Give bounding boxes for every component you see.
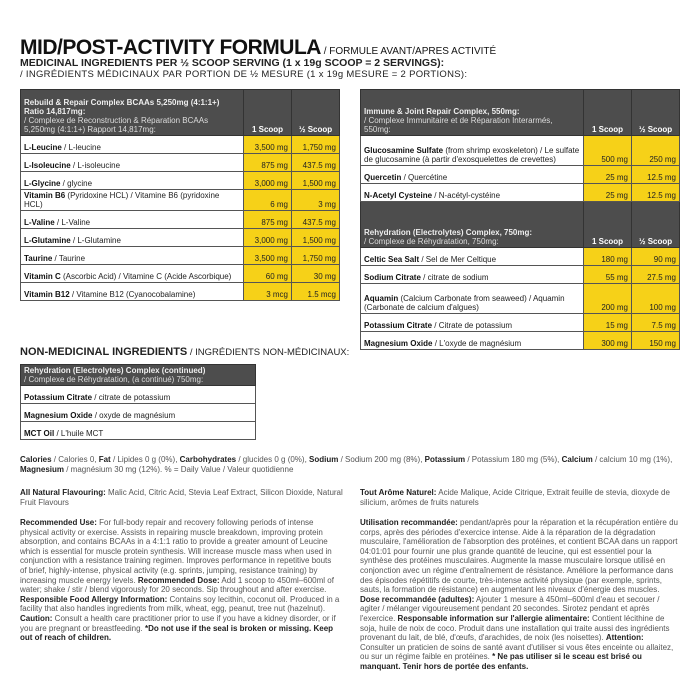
text: / Sodium 200 mg (8%), <box>338 455 425 464</box>
ingredient-row <box>21 283 340 301</box>
ingredient-name-en: L-Valine <box>24 218 55 227</box>
amount-half-scoop: 7.5 mg <box>632 314 680 332</box>
col-1-scoop: 1 Scoop <box>244 90 292 136</box>
ingredient-name <box>21 247 244 265</box>
non-medicinal-table <box>20 364 256 440</box>
amount-1-scoop: 55 mg <box>584 266 632 284</box>
ingredient-row <box>21 211 340 229</box>
text: Consult a health care practitioner prior to use if you have a kidney disorder, or if you are pregnant or breastfeeding. <box>20 613 336 633</box>
nutrition-facts <box>20 455 680 474</box>
amount-1-scoop: 3,000 mg <box>244 172 292 190</box>
text: / Potassium 180 mg (5%), <box>465 455 562 464</box>
group-title-en: Immune & Joint Repair Complex, 550mg: <box>364 107 520 116</box>
bold-label: Fat <box>98 455 111 464</box>
ingredient-name <box>21 190 244 211</box>
amount-half-scoop: 250 mg <box>632 136 680 166</box>
ingredient-name-en: Glucosamine Sulfate <box>364 146 444 155</box>
ingredient-name <box>21 211 244 229</box>
text: Contains soy lecithin, coconut oil. Produced in a facility that also handles ingredients from milk, wheat, egg, peanut, tree nut (hazelnut). <box>20 594 340 614</box>
directions-en <box>20 518 340 643</box>
ingredient-name <box>21 283 244 301</box>
amount-1-scoop: 25 mg <box>584 166 632 184</box>
ingredient-row <box>361 266 680 284</box>
text: Consulter un praticien de soins de santé avant d'utiliser si vous êtes enceinte ou allaitez, ou sur un régime faible en protéines. <box>360 642 674 662</box>
ingredient-name-fr: / L-leucine <box>61 143 101 152</box>
ingredient-name <box>21 154 244 172</box>
group-title <box>361 90 584 136</box>
bold-label: Magnesium <box>20 464 65 474</box>
ingredient-name-en: Aquamin <box>364 294 399 303</box>
bold-label: Attention: <box>605 633 644 643</box>
ingredient-name <box>21 136 244 154</box>
ingredient-row <box>21 247 340 265</box>
ingredient-row <box>361 314 680 332</box>
ingredient-name-fr: / glycine <box>60 179 93 188</box>
ingredient-name <box>21 386 256 404</box>
amount-1-scoop: 60 mg <box>244 265 292 283</box>
ingredient-name <box>21 422 256 440</box>
col-1-scoop: 1 Scoop <box>584 202 632 248</box>
amount-half-scoop: 30 mg <box>292 265 340 283</box>
ingredient-name-fr: / Sel de Mer Celtique <box>419 255 497 264</box>
ingredient-name <box>361 314 584 332</box>
ingredient-name-fr: / L'oxyde de magnésium <box>432 339 522 348</box>
ingredient-name-en: Potassium Citrate <box>24 393 93 402</box>
ingredient-row <box>361 248 680 266</box>
ingredient-name <box>21 265 244 283</box>
ingredient-row <box>361 136 680 166</box>
amount-half-scoop: 1.5 mcg <box>292 283 340 301</box>
amount-1-scoop: 500 mg <box>584 136 632 166</box>
group-title <box>361 202 584 248</box>
bold-label: Recommended Dose: <box>137 575 220 585</box>
amount-half-scoop: 100 mg <box>632 284 680 314</box>
page-title: MID/POST-ACTIVITY FORMULA / FORMULE AVANT/APRES ACTIVITÉ <box>20 36 497 59</box>
amount-half-scoop: 1,500 mg <box>292 229 340 247</box>
group-title-en: Rebuild & Repair Complex BCAAs 5,250mg (4:1:1+) Ratio 14,817mg: <box>24 98 220 116</box>
ingredient-name <box>21 172 244 190</box>
ingredient-name <box>361 248 584 266</box>
ingredient-row <box>21 154 340 172</box>
ingredient-name <box>361 284 584 314</box>
medicinal-table-right <box>360 89 680 350</box>
ingredient-name-fr: / L-Glutamine <box>70 236 121 245</box>
text: / Calories 0, <box>51 455 99 464</box>
table-header-row <box>21 365 256 386</box>
ingredient-name-en: L-Glycine <box>24 179 61 188</box>
amount-1-scoop: 200 mg <box>584 284 632 314</box>
amount-1-scoop: 3,500 mg <box>244 247 292 265</box>
medicinal-table-left <box>20 89 340 301</box>
directions-fr <box>360 518 680 672</box>
ingredient-name-en: Magnesium Oxide <box>364 339 433 348</box>
group-title-fr: / Complexe de Réhydratation, (a continué) 750mg: <box>24 375 204 384</box>
amount-half-scoop: 437.5 mg <box>292 211 340 229</box>
text: / magnésium 30 mg (12%). % = Daily Value / Valeur quotidienne <box>64 464 294 474</box>
col-half-scoop: ½ Scoop <box>292 90 340 136</box>
ingredient-name-fr: / citrate de sodium <box>420 273 489 282</box>
group-title <box>21 90 244 136</box>
bold-label: Responsible Food Allergy Information: <box>20 594 168 604</box>
text: Malic Acid, Citric Acid, Stevia Leaf Extract, Silicon Dioxide, Natural Fruit Flavours <box>20 488 343 507</box>
ingredient-name-en: Vitamin C <box>24 272 61 281</box>
amount-1-scoop: 875 mg <box>244 154 292 172</box>
group-title-fr: / Complexe Immunitaire et de Réparation Interarmés, 550mg: <box>364 116 553 134</box>
ingredient-name-en: Vitamin B12 <box>24 290 70 299</box>
ingredient-name-en: Vitamin B6 <box>24 191 66 200</box>
bold-label: Dose recommandée (adultes): <box>360 594 475 604</box>
ingredient-name-fr: / L-isoleucine <box>70 161 121 170</box>
ingredient-name-fr: (Pyridoxine HCL) / Vitamine B6 (pyridoxine HCL) <box>24 191 220 209</box>
table-header-row <box>361 202 680 248</box>
bold-label: Utilisation recommandée: <box>360 518 458 527</box>
amount-1-scoop: 15 mg <box>584 314 632 332</box>
amount-half-scoop: 27.5 mg <box>632 266 680 284</box>
text: / glucides 0 g (0%), <box>236 455 310 464</box>
ingredient-name-en: Quercetin <box>364 173 402 182</box>
amount-1-scoop: 25 mg <box>584 184 632 202</box>
ingredient-row <box>21 386 256 404</box>
group-title-fr: / Complexe de Reconstruction & Réparation BCAAs 5,250mg (4:1:1+) Rapport 14,817mg: <box>24 116 209 134</box>
bold-label: Recommended Use: <box>20 518 97 527</box>
ingredient-name-en: Sodium Citrate <box>364 273 421 282</box>
ingredient-row <box>361 184 680 202</box>
amount-1-scoop: 6 mg <box>244 190 292 211</box>
text: Ajouter 1 mesure à 450ml–600ml d'eau et secouer / agiter / mélanger vigoureusement pendant 20 secondes. Sirotez pendant et après l'exercice. <box>360 594 660 623</box>
ingredient-name-fr: (Ascorbic Acid) / Vitamine C (Acide Ascorbique) <box>60 272 232 281</box>
ingredient-row <box>21 265 340 283</box>
bold-label: *Do not use if the seal is broken or missing. Keep out of reach of children. <box>20 623 334 643</box>
bold-label: Potassium <box>424 455 466 464</box>
ingredient-name-en: Taurine <box>24 254 53 263</box>
amount-1-scoop: 3,000 mg <box>244 229 292 247</box>
amount-1-scoop: 300 mg <box>584 332 632 350</box>
ingredient-row <box>21 136 340 154</box>
bold-label: Tout Arôme Naturel: <box>360 488 437 497</box>
ingredient-name-en: Potassium Citrate <box>364 321 433 330</box>
ingredient-name <box>21 229 244 247</box>
flavouring-en <box>20 488 350 507</box>
group-title-en: Rehydration (Electrolytes) Complex, 750mg: <box>364 228 533 237</box>
ingredient-name-fr: / citrate de potassium <box>92 393 171 402</box>
bold-label: Responsable information sur l'allergie alimentaire: <box>397 613 590 623</box>
ingredient-name <box>361 136 584 166</box>
bold-label: Sodium <box>309 455 339 464</box>
ingredient-name-fr: / Vitamine B12 (Cyanocobalamine) <box>69 290 196 299</box>
text: / Lipides 0 g (0%), <box>110 455 180 464</box>
amount-half-scoop: 12.5 mg <box>632 166 680 184</box>
bold-label: Carbohydrates <box>179 455 237 464</box>
ingredient-name-en: Celtic Sea Salt <box>364 255 420 264</box>
text: / calcium 10 mg (1%), <box>592 455 673 464</box>
ingredient-name-en: L-Isoleucine <box>24 161 71 170</box>
ingredient-name-fr: / Taurine <box>52 254 86 263</box>
amount-1-scoop: 180 mg <box>584 248 632 266</box>
ingredient-row <box>21 404 256 422</box>
ingredient-row <box>21 172 340 190</box>
amount-half-scoop: 437.5 mg <box>292 154 340 172</box>
amount-half-scoop: 3 mg <box>292 190 340 211</box>
col-half-scoop: ½ Scoop <box>632 90 680 136</box>
non-medicinal-heading: NON-MEDICINAL INGREDIENTS / INGRÉDIENTS NON-MÉDICINAUX: <box>20 346 350 358</box>
amount-1-scoop: 875 mg <box>244 211 292 229</box>
ingredient-name <box>361 332 584 350</box>
ingredient-name-en: L-Leucine <box>24 143 62 152</box>
amount-half-scoop: 150 mg <box>632 332 680 350</box>
ingredient-name-fr: (Calcium Carbonate from seaweed) / Aquamin (Carbonate de calcium d'algues) <box>364 294 565 312</box>
flavouring-fr <box>360 488 680 507</box>
text: Add 1 scoop to 450ml–600ml of water; shake / stir / blend vigorously for 20 seconds. Sip throughout and after exercise. <box>20 575 334 595</box>
table-header-row <box>21 90 340 136</box>
amount-1-scoop: 3,500 mg <box>244 136 292 154</box>
amount-half-scoop: 1,750 mg <box>292 247 340 265</box>
ingredient-name-en: MCT Oil <box>24 429 55 438</box>
ingredient-name-fr: / Citrate de potassium <box>432 321 513 330</box>
ingredient-name <box>361 266 584 284</box>
ingredient-name-en: Magnesium Oxide <box>24 411 93 420</box>
serving-heading: MEDICINAL INGREDIENTS PER ½ SCOOP SERVING (1 x 19g SCOOP = 2 SERVINGS): <box>20 57 445 69</box>
text: For full-body repair and recovery following periods of intense physical activity or exercise. Assists in repairing muscle breakdown, improving protein absorption, and contains BCAAs in a 4:1:1 ratio to provide a greater amount of Leucine which is essential for muscle protein synthesis. Will increase muscle mass when used in conjunction with a resistance training regimen. Improves performance in repetitive bouts of brief, highly-intense, physical activity (e.g. sprints, jumping, resistance training) by increasing muscle energy levels. <box>20 518 332 585</box>
ingredient-name <box>361 184 584 202</box>
ingredient-name-en: L-Glutamine <box>24 236 71 245</box>
amount-half-scoop: 90 mg <box>632 248 680 266</box>
ingredient-name-fr: / N-acétyl-cystéine <box>432 191 501 200</box>
ingredient-name-fr: / oxyde de magnésium <box>92 411 176 420</box>
text: Acide Malique, Acide Citrique, Extrait feuille de stevia, dioxyde de silicium, arômes de fruits naturels <box>360 488 670 507</box>
amount-half-scoop: 1,750 mg <box>292 136 340 154</box>
ingredient-row <box>361 284 680 314</box>
ingredient-name-fr: (from shrimp exoskeleton) / Le sulfate de glucosamine (à partir d'exosquelettes de crevettes) <box>364 146 580 164</box>
group-title-en: Rehydration (Electrolytes) Complex (continued) <box>24 366 206 375</box>
ingredient-name-fr: / Quercétine <box>401 173 448 182</box>
amount-1-scoop: 3 mcg <box>244 283 292 301</box>
text: Contient lécithine de soja, huile de noix de coco. Produit dans une installation qui traite aussi des ingrédients provenant du lait, de blé, d'œufs, d'arachides, de noix (les noisettes). <box>360 613 670 643</box>
serving-heading-fr: / INGRÉDIENTS MÉDICINAUX PAR PORTION DE ½ MESURE (1 x 19g MESURE = 2 PORTIONS): <box>20 69 468 80</box>
ingredient-name-en: N-Acetyl Cysteine <box>364 191 433 200</box>
bold-label: Caution: <box>20 613 53 623</box>
bold-label: * Ne pas utiliser si le sceau est brisé ou manquant. Tenir hors de portée des enfants. <box>360 652 642 671</box>
ingredient-row <box>21 190 340 211</box>
group-title <box>21 365 256 386</box>
bold-label: Calories <box>20 455 52 464</box>
ingredient-row <box>21 229 340 247</box>
ingredient-row <box>21 422 256 440</box>
ingredient-name-fr: / L'huile MCT <box>54 429 104 438</box>
amount-half-scoop: 1,500 mg <box>292 172 340 190</box>
bold-label: Calcium <box>561 455 593 464</box>
table-header-row <box>361 90 680 136</box>
ingredient-name-fr: / L-Valine <box>54 218 91 227</box>
col-1-scoop: 1 Scoop <box>584 90 632 136</box>
ingredient-name <box>361 166 584 184</box>
amount-half-scoop: 12.5 mg <box>632 184 680 202</box>
bold-label: All Natural Flavouring: <box>20 488 106 497</box>
col-half-scoop: ½ Scoop <box>632 202 680 248</box>
ingredient-name <box>21 404 256 422</box>
text: pendant/après pour la réparation et la récupération entière du corps, après des périodes d'exercice intense. Aide à la réparation de la dégradation musculaire, l'amélioration de l'absorption des protéines, et contient BCAA dans un rapport 04:01:01 pour fournir une plus grande quantité de leucine, qui est essentiel pour la synthèse des protéines musculaires. Augmente la masse musculaire lorsque utilisé en conjonction avec un régime d'entraînement de résistance. Améliore la performance dans des épisodes répétitifs de courte, très-intense activité physique (par exemple, sprints, sauts, la formation de résistance) en augmentant les niveaux d'énergie des muscles. <box>360 518 678 595</box>
ingredient-row <box>361 166 680 184</box>
ingredient-row <box>361 332 680 350</box>
group-title-fr: / Complexe de Réhydratation, 750mg: <box>364 237 499 246</box>
